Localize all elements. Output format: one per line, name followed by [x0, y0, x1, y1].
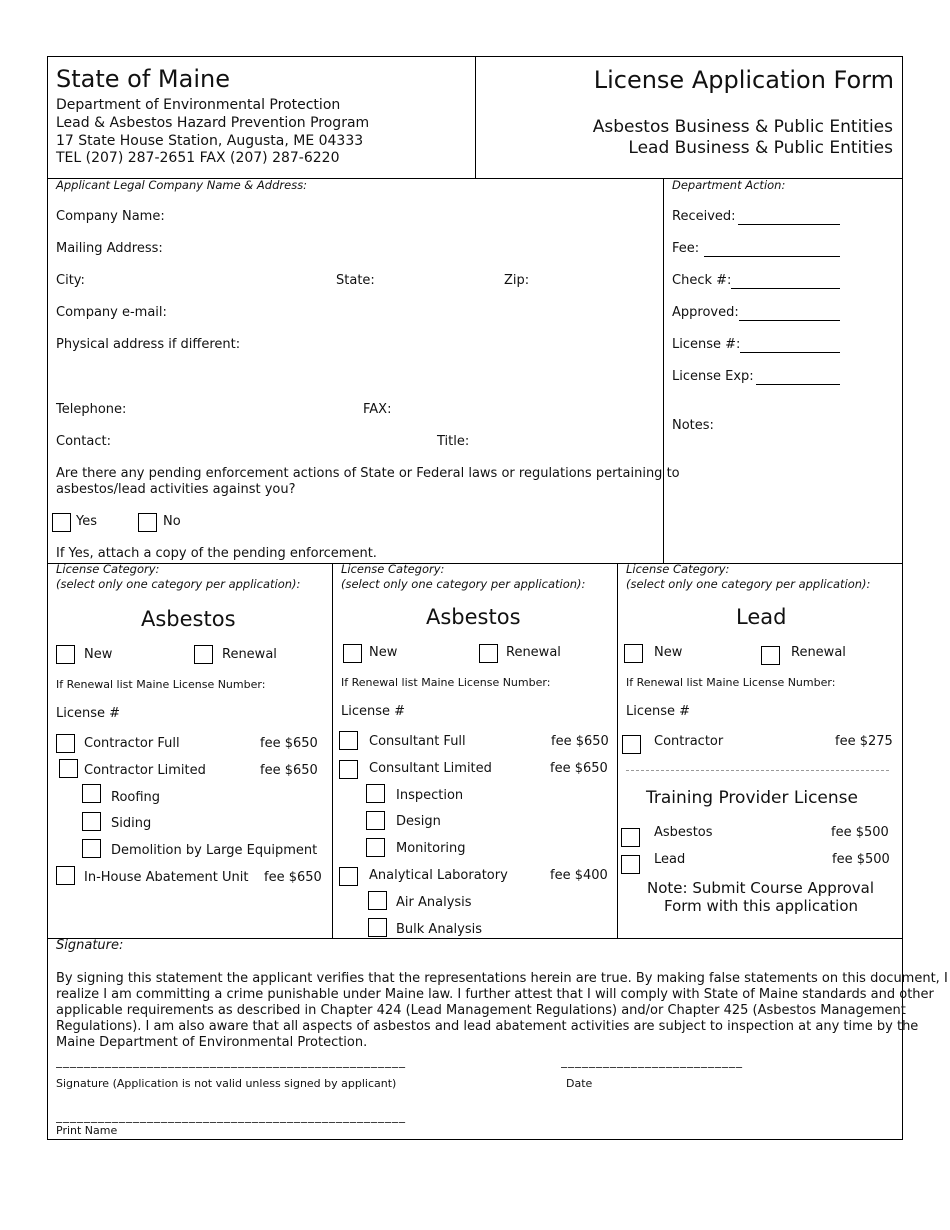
siding-checkbox[interactable] — [82, 812, 101, 831]
training-lead-label: Lead — [654, 852, 686, 867]
address: 17 State House Station, Augusta, ME 04333 — [56, 133, 364, 149]
col2-instruction: (select only one category per application): — [341, 577, 586, 591]
contractor-full-checkbox[interactable] — [56, 734, 75, 753]
telephone-label: Telephone: — [56, 402, 127, 417]
phone-fax: TEL (207) 287-2651 FAX (207) 287-6220 — [56, 150, 340, 166]
check-field[interactable] — [731, 288, 840, 289]
statement-line-1: By signing this statement the applicant verifies that the representations herein are true. By making false statements on this document, I — [56, 971, 948, 986]
inhouse-label: In-House Abatement Unit — [84, 870, 249, 885]
col2-new-label: New — [369, 645, 398, 660]
col3-category-label: License Category: — [626, 562, 730, 576]
col2-renewal-note: If Renewal list Maine License Number: — [341, 676, 551, 689]
statement-line-4: Regulations). I am also aware that all aspects of asbestos and lead abatement activities are subject to inspection at any time by the — [56, 1019, 919, 1034]
signature-line[interactable]: __________________________________________________ — [56, 1054, 406, 1068]
applicant-section-label: Applicant Legal Company Name & Address: — [56, 178, 308, 192]
col2-renewal-label: Renewal — [506, 645, 561, 660]
print-name-line[interactable]: __________________________________________________ — [56, 1109, 406, 1123]
inspection-label: Inspection — [396, 788, 464, 803]
no-checkbox[interactable] — [138, 513, 157, 532]
col3-license-no: License # — [626, 704, 691, 719]
col1-license-no: License # — [56, 706, 121, 721]
inhouse-checkbox[interactable] — [56, 866, 75, 885]
signature-caption: Signature (Application is not valid unless signed by applicant) — [56, 1077, 397, 1090]
consultant-full-fee: fee $650 — [551, 734, 609, 749]
course-note-1: Note: Submit Course Approval — [647, 879, 874, 897]
org-name: State of Maine — [56, 65, 230, 93]
applicant-dept-divider — [663, 178, 664, 563]
mailing-address-label: Mailing Address: — [56, 241, 163, 256]
lab-fee: fee $400 — [550, 868, 608, 883]
state-label: State: — [336, 273, 375, 288]
col3-new-checkbox[interactable] — [624, 644, 643, 663]
bulk-analysis-checkbox[interactable] — [368, 918, 387, 937]
air-analysis-checkbox[interactable] — [368, 891, 387, 910]
consultant-limited-label: Consultant Limited — [369, 761, 492, 776]
col1-new-label: New — [84, 647, 113, 662]
contact-label: Contact: — [56, 434, 111, 449]
lead-contractor-label: Contractor — [654, 734, 724, 749]
approved-field[interactable] — [739, 320, 840, 321]
lead-contractor-fee: fee $275 — [835, 734, 893, 749]
inhouse-fee: fee $650 — [264, 870, 322, 885]
signature-section-label: Signature: — [56, 938, 124, 953]
lab-checkbox[interactable] — [339, 867, 358, 886]
training-asbestos-label: Asbestos — [654, 825, 713, 840]
roofing-label: Roofing — [111, 790, 161, 805]
no-label: No — [163, 514, 181, 529]
siding-label: Siding — [111, 816, 152, 831]
col3-title: Lead — [736, 605, 787, 629]
received-label: Received: — [672, 209, 736, 224]
col3-instruction: (select only one category per application): — [626, 577, 871, 591]
training-title: Training Provider License — [646, 788, 858, 808]
bulk-analysis-label: Bulk Analysis — [396, 922, 482, 937]
category-divider-2 — [617, 563, 618, 938]
dept-action-label: Department Action: — [672, 178, 786, 192]
training-lead-checkbox[interactable] — [621, 855, 640, 874]
contractor-limited-fee: fee $650 — [260, 763, 318, 778]
print-name-caption: Print Name — [56, 1124, 118, 1137]
contractor-limited-checkbox[interactable] — [59, 759, 78, 778]
fee-label: Fee: — [672, 241, 700, 256]
date-caption: Date — [566, 1077, 593, 1090]
training-asbestos-checkbox[interactable] — [621, 828, 640, 847]
statement-line-5: Maine Department of Environmental Protection. — [56, 1035, 368, 1050]
demolition-label: Demolition by Large Equipment — [111, 843, 318, 858]
check-label: Check #: — [672, 273, 732, 288]
statement-line-3: applicable requirements as described in Chapter 424 (Lead Management Regulations) and/or Chapter 425 (Asbestos Management — [56, 1003, 906, 1018]
contractor-full-fee: fee $650 — [260, 736, 318, 751]
fee-field[interactable] — [704, 256, 840, 257]
subtitle-asbestos: Asbestos Business & Public Entities — [592, 117, 893, 137]
category-bottom-line — [47, 938, 903, 939]
applicant-bottom-line — [47, 563, 903, 564]
col1-instruction: (select only one category per application): — [56, 577, 301, 591]
monitoring-checkbox[interactable] — [366, 838, 385, 857]
fax-label: FAX: — [363, 402, 392, 417]
lead-contractor-checkbox[interactable] — [622, 735, 641, 754]
form-title: License Application Form — [593, 66, 894, 94]
monitoring-label: Monitoring — [396, 841, 466, 856]
consultant-limited-fee: fee $650 — [550, 761, 608, 776]
design-checkbox[interactable] — [366, 811, 385, 830]
col3-new-label: New — [654, 645, 683, 660]
yes-label: Yes — [76, 514, 97, 529]
company-name-label: Company Name: — [56, 209, 165, 224]
date-line[interactable]: __________________________ — [561, 1054, 743, 1068]
license-no-field[interactable] — [740, 352, 840, 353]
col2-new-checkbox[interactable] — [343, 644, 362, 663]
license-exp-label: License Exp: — [672, 369, 754, 384]
title-label: Title: — [437, 434, 470, 449]
course-note-2: Form with this application — [664, 897, 859, 915]
notes-label: Notes: — [672, 418, 714, 433]
consultant-full-checkbox[interactable] — [339, 731, 358, 750]
lab-label: Analytical Laboratory — [369, 868, 508, 883]
col1-new-checkbox[interactable] — [56, 645, 75, 664]
city-label: City: — [56, 273, 85, 288]
col1-renewal-note: If Renewal list Maine License Number: — [56, 678, 266, 691]
statement-line-2: realize I am committing a crime punishable under Maine law. I further attest that I will comply with State of Maine standards and other — [56, 987, 934, 1002]
enforcement-question-1: Are there any pending enforcement actions of State or Federal laws or regulations pertaining to — [56, 466, 680, 481]
training-asbestos-fee: fee $500 — [831, 825, 889, 840]
yes-checkbox[interactable] — [52, 513, 71, 532]
col3-renewal-note: If Renewal list Maine License Number: — [626, 676, 836, 689]
physical-address-label: Physical address if different: — [56, 337, 241, 352]
dept-name: Department of Environmental Protection — [56, 97, 341, 113]
col2-renewal-checkbox[interactable] — [479, 644, 498, 663]
design-label: Design — [396, 814, 441, 829]
subtitle-lead: Lead Business & Public Entities — [628, 138, 893, 158]
training-lead-fee: fee $500 — [832, 852, 890, 867]
zip-label: Zip: — [504, 273, 530, 288]
roofing-checkbox[interactable] — [82, 784, 101, 803]
col1-category-label: License Category: — [56, 562, 160, 576]
col1-title: Asbestos — [141, 607, 236, 631]
attach-note: If Yes, attach a copy of the pending enforcement. — [56, 546, 377, 561]
consultant-limited-checkbox[interactable] — [339, 760, 358, 779]
col1-renewal-checkbox[interactable] — [194, 645, 213, 664]
demolition-checkbox[interactable] — [82, 839, 101, 858]
contractor-full-label: Contractor Full — [84, 736, 180, 751]
approved-label: Approved: — [672, 305, 739, 320]
header-divider — [475, 56, 476, 179]
category-divider-1 — [332, 563, 333, 938]
email-label: Company e-mail: — [56, 305, 167, 320]
col3-renewal-checkbox[interactable] — [761, 646, 780, 665]
inspection-checkbox[interactable] — [366, 784, 385, 803]
received-field[interactable] — [738, 224, 840, 225]
program-name: Lead & Asbestos Hazard Prevention Program — [56, 115, 370, 131]
col1-renewal-label: Renewal — [222, 647, 277, 662]
air-analysis-label: Air Analysis — [396, 895, 472, 910]
col3-renewal-label: Renewal — [791, 645, 846, 660]
enforcement-question-2: asbestos/lead activities against you? — [56, 482, 296, 497]
col2-title: Asbestos — [426, 605, 521, 629]
col2-category-label: License Category: — [341, 562, 445, 576]
training-divider — [626, 770, 889, 771]
col2-license-no: License # — [341, 704, 406, 719]
license-no-label: License #: — [672, 337, 741, 352]
contractor-limited-label: Contractor Limited — [84, 763, 206, 778]
consultant-full-label: Consultant Full — [369, 734, 466, 749]
license-exp-field[interactable] — [756, 384, 840, 385]
